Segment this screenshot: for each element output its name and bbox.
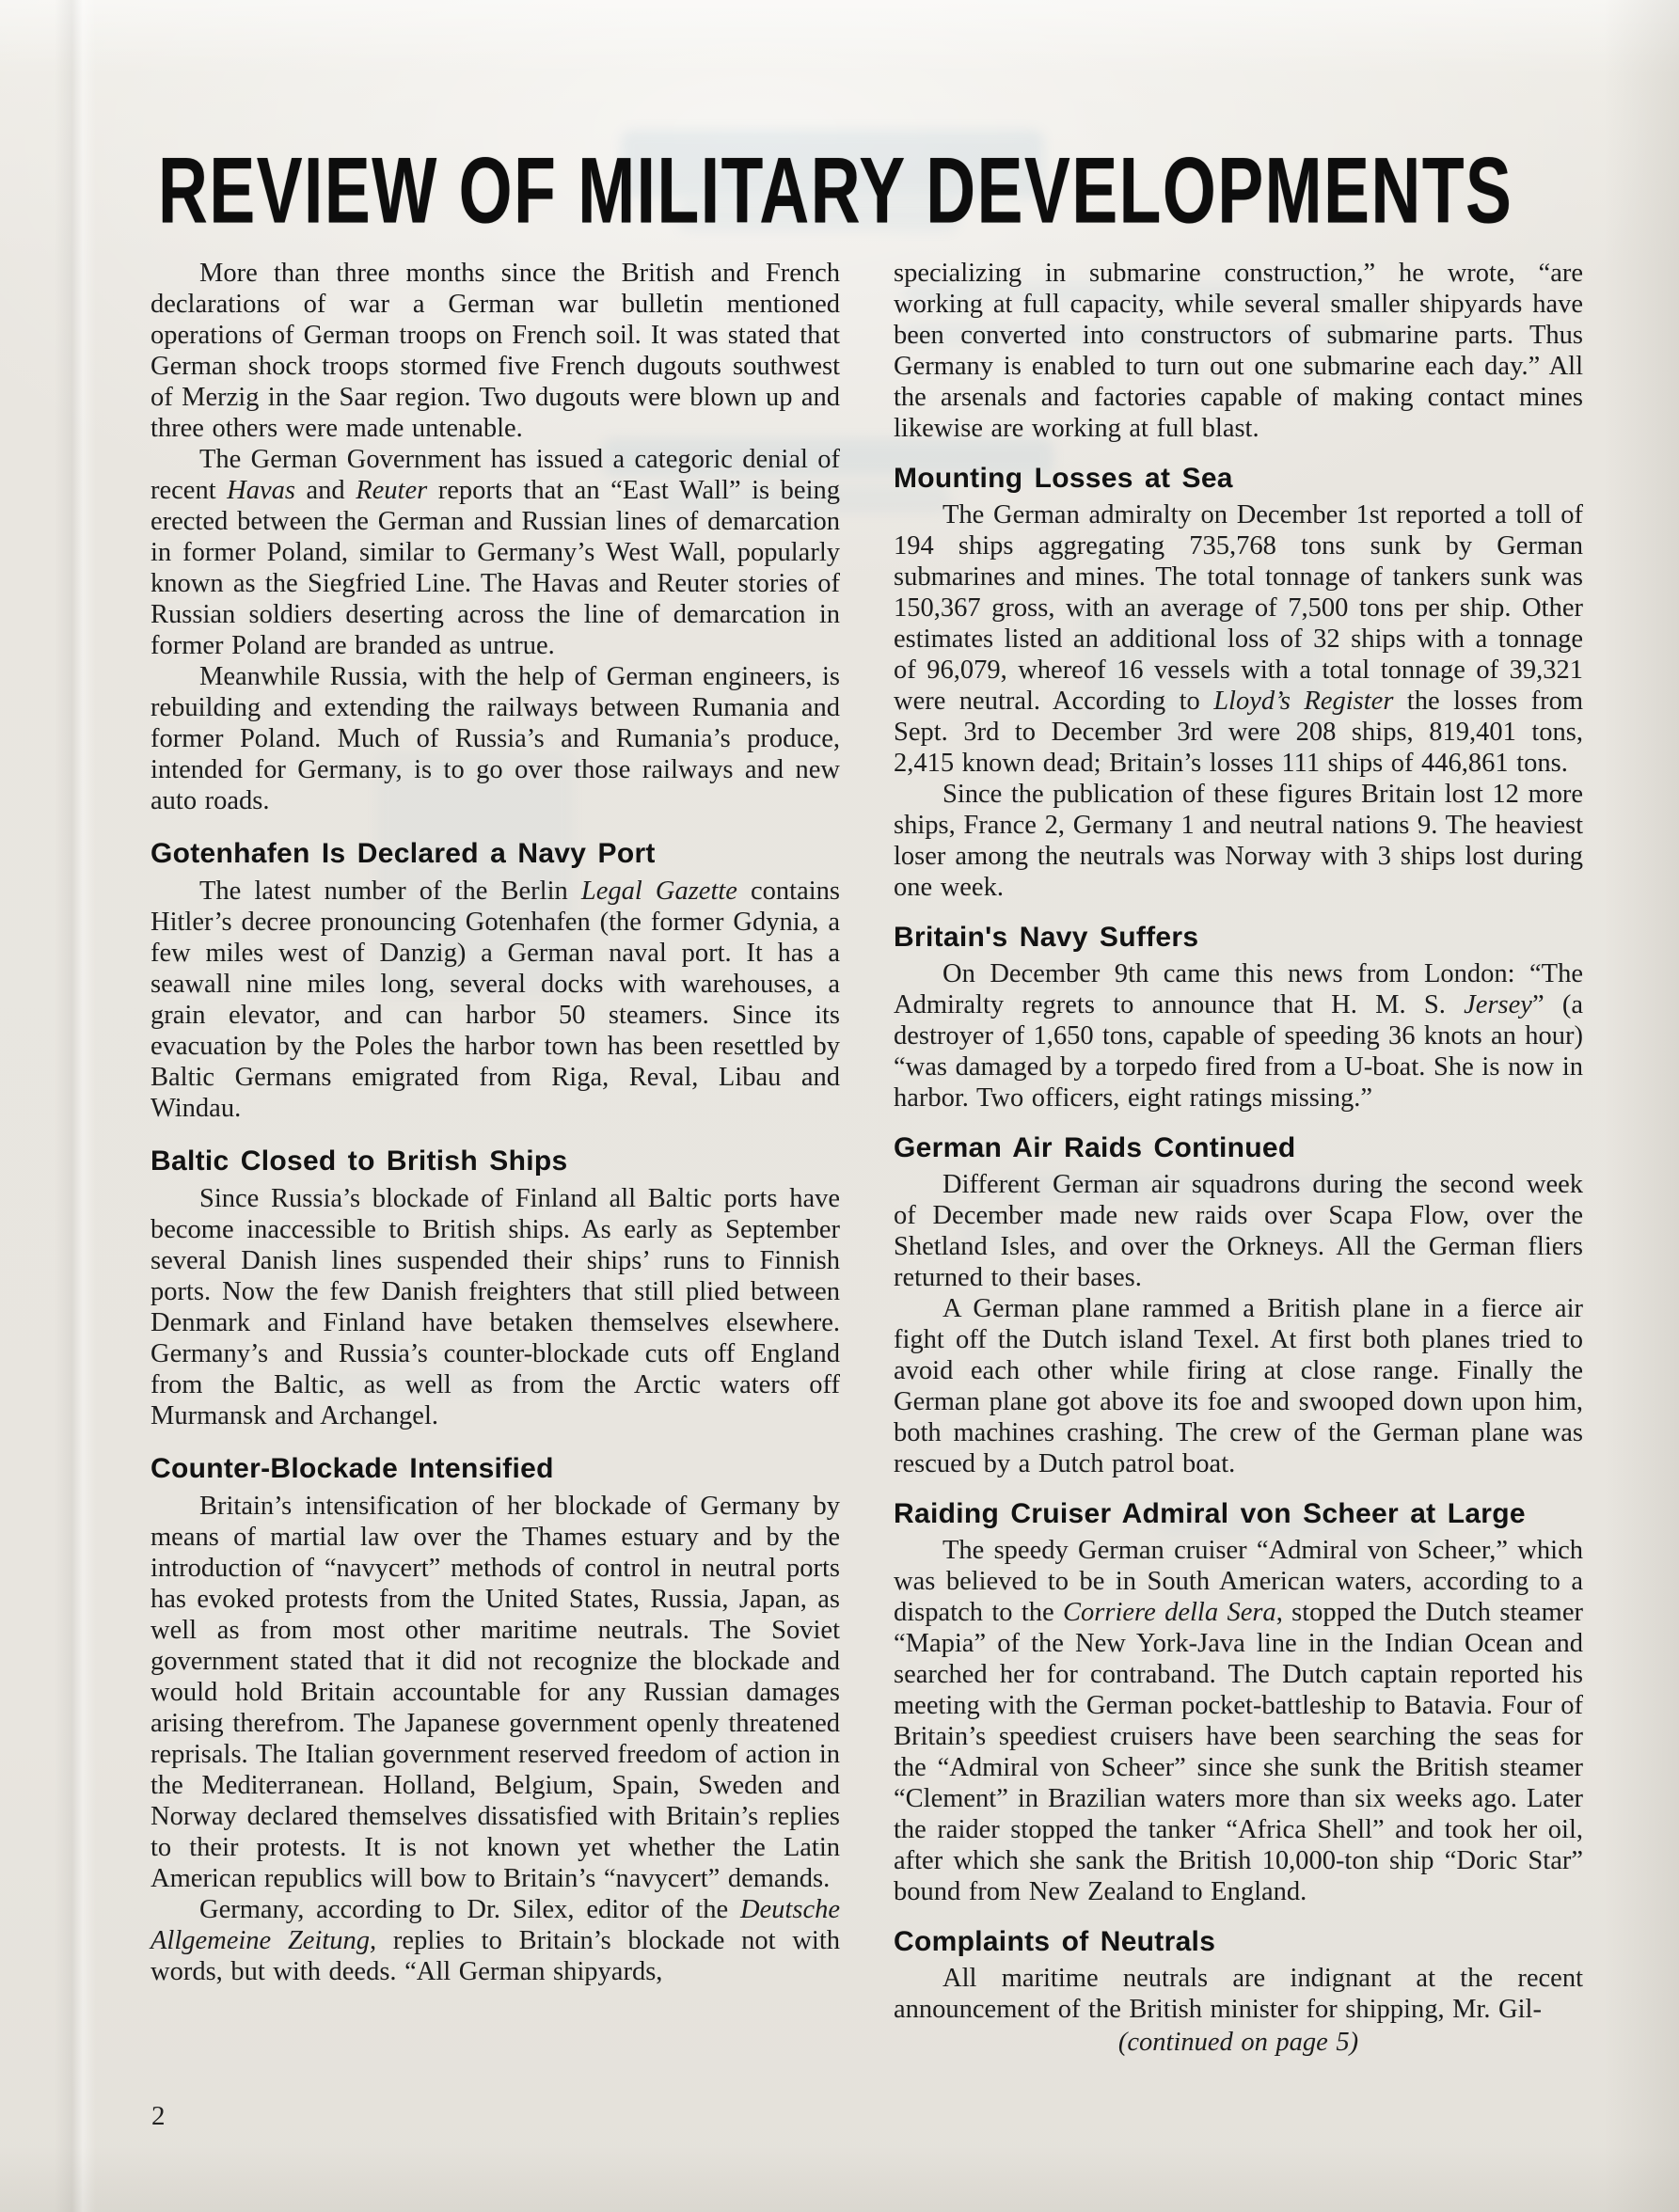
text-run: The German Government has issued a categoric denial of recent [150,445,840,505]
body-paragraph [150,258,840,444]
italic-run: Reuter [356,476,428,505]
body-paragraph [894,1535,1583,1907]
text-run: The speedy German cruiser “Admiral von Scheer,” which was believed to be in South American waters, according to a dispatch to the [894,1536,1583,1627]
section-heading: Mounting Losses at Sea [894,463,1233,494]
text-run: More than three months since the British and French declarations of war a German war bulletin mentioned operations of German troops on French soil. It was stated that German shock troops stormed five French dugouts southwest of Merzig in the Saar region. Two dugouts were blown up and three others were made untenable. [150,259,840,443]
section-heading: Complaints of Neutrals [894,1926,1216,1957]
italic-run: Corriere della Sera [1063,1598,1276,1627]
text-run: the losses from Sept. 3rd to December 3rd were 208 ships, 819,401 tons, 2,415 known dead; Britain’s losses 111 ships of 446,861 tons. [894,687,1583,778]
italic-run: Legal Gazette [580,877,737,906]
page-title: REVIEW OF MILITARY DEVELOPMENTS [158,138,1513,244]
body-paragraph [894,258,1583,444]
body-paragraph [894,1963,1583,2025]
body-paragraph [150,1491,840,1894]
page-number: 2 [151,2101,166,2131]
body-paragraph [150,1894,840,1987]
text-run: Since the publication of these figures Britain lost 12 more ships, France 2, Germany 1 and neutral nations 9. The heaviest loser among the neutrals was Norway with 3 ships lost during one week. [894,780,1583,902]
paper-edge-shadow-bottom [0,2146,1679,2212]
text-run: contains Hitler’s decree pronouncing Gotenhafen (the former Gdynia, a few miles west of Danzig) a German naval port. It has a seawall nine miles long, several docks with warehouses, a grain elevator, and can harbor 50 steamers. Since its evacuation by the Poles the harbor town has been resettled by Baltic Germans emigrated from Riga, Reval, Libau and Windau. [150,877,841,1123]
text-run: specializing in submarine construction,” he wrote, “are working at full capacity, while several smaller shipyards have been converted into constructors of submarine parts. Thus Germany is enabled to turn out one submarine each day.” All the arsenals and factories capable of making contact mines likewise are working at full blast. [894,259,1583,443]
text-run: reports that an “East Wall” is being erected between the German and Russian lines of demarcation in former Poland, similar to Germany’s West Wall, popularly known as the Siegfried Line. The Havas and Reuter stories of Russian soldiers deserting across the line of demarcation in former Poland are branded as untrue. [150,476,840,660]
text-run: All maritime neutrals are indignant at the recent announcement of the British minister for shipping, Mr. Gil- [894,1964,1583,2024]
paper-crease-left [55,0,96,2212]
italic-run: Lloyd’s Register [1213,687,1394,716]
section-heading: Raiding Cruiser Admiral von Scheer at Large [894,1498,1526,1529]
body-paragraph [894,958,1583,1114]
text-run: A German plane rammed a British plane in a fierce air fight off the Dutch island Texel. At first both planes tried to avoid each other while firing at close range. Finally the German plane got above its foe and swooped down upon him, both machines crashing. The crew of the German plane was rescued by a Dutch patrol boat. [894,1294,1583,1478]
section-heading: German Air Raids Continued [894,1132,1296,1163]
paper-edge-shadow-right [1604,0,1679,2212]
text-run: Meanwhile Russia, with the help of German engineers, is rebuilding and extending the railways between Rumania and former Poland. Much of Russia’s and Rumania’s produce, intended for Germany, is to go over those railways and new auto roads. [150,662,840,815]
body-paragraph [894,499,1583,779]
text-run: , stopped the Dutch steamer “Mapia” of the New York-Java line in the Indian Ocean and searched her for contraband. The Dutch captain reported his meeting with the German pocket-battleship to Batavia. Four of Britain’s speediest cruisers have been searching the seas for the “Admiral von Scheer” since she sunk the British steamer “Clement” in Brazilian waters more than six weeks ago. Later the raider stopped the tanker “Africa Shell” and took her oil, after which she sank the British 10,000-ton ship “Doric Star” bound from New Zealand to England. [894,1598,1583,1906]
body-paragraph [894,779,1583,903]
italic-run: Havas [227,476,295,505]
left-column [150,258,840,1987]
body-paragraph [894,1293,1583,1479]
text-run: replies to Britain’s blockade not with words, but with deeds. “All German shipyards, [150,1926,840,1986]
section-heading: Baltic Closed to British Ships [150,1146,568,1177]
text-run: Britain’s intensification of her blockade of Germany by means of martial law over the Thames estuary and by the introduction of “navycert” methods of control in neutral ports has evoked protests from the United States, Russia, Japan, as well as from most other maritime neutrals. The Soviet government stated that it did not recognize the blockade and would hold Britain accountable for any Russian damages arising therefrom. The Japanese government openly threatened reprisals. The Italian government reserved freedom of action in the Mediterranean. Holland, Belgium, Spain, Sweden and Norway declared themselves dissatisfied with Britain’s replies to their protests. It is not known yet whether the Latin American republics will bow to Britain’s “navycert” demands. [150,1492,840,1893]
body-paragraph [150,444,840,661]
text-run: On December 9th came this news from London: “The Admiralty regrets to announce that H. M. S. [894,959,1583,1019]
text-run: and [294,476,356,505]
italic-run: Jersey [1464,990,1532,1019]
body-paragraph [150,876,840,1124]
continued-note: (continued on page 5) [1117,2028,1359,2057]
right-column [894,258,1583,2058]
text-run: Germany, according to Dr. Silex, editor of the [199,1895,740,1924]
text-run: The latest number of the Berlin [199,877,581,906]
text-run: The German admiralty on December 1st reported a toll of 194 ships aggregating 735,768 tons sunk by German submarines and mines. The total tonnage of tankers sunk was 150,367 gross, with an average of 7,500 tons per ship. Other estimates listed an additional loss of 32 ships with a tonnage of 96,079, whereof 16 vessels with a total tonnage of 39,321 were neutral. According to [894,500,1583,716]
paper-edge-highlight [0,0,1679,75]
section-heading: Britain's Navy Suffers [894,922,1199,953]
body-paragraph [150,1183,840,1431]
text-run: ” (a destroyer of 1,650 tons, capable of speeding 36 knots an hour) “was damaged by a torpedo fired from a U-boat. She is now in harbor. Two officers, eight ratings missing.” [894,990,1584,1113]
section-heading: Gotenhafen Is Declared a Navy Port [150,838,656,869]
text-run: Different German air squadrons during the second week of December made new raids over Scapa Flow, over the Shetland Isles, and over the Orkneys. All the German fliers returned to their bases. [894,1170,1583,1292]
section-heading: Counter-Blockade Intensified [150,1453,554,1484]
italic-run: Deutsche Allgemeine Zeitung, [150,1895,840,1955]
body-paragraph [894,1169,1583,1293]
text-run: Since Russia’s blockade of Finland all Baltic ports have become inaccessible to British ships. As early as September several Danish lines suspended their ships’ runs to Finnish ports. Now the few Danish freighters that still plied between Denmark and Finland have betaken themselves elsewhere. Germany’s and Russia’s counter-blockade cuts off England from the Baltic, as well as from the Arctic waters off Murmansk and Archangel. [150,1184,840,1430]
body-paragraph [150,661,840,816]
